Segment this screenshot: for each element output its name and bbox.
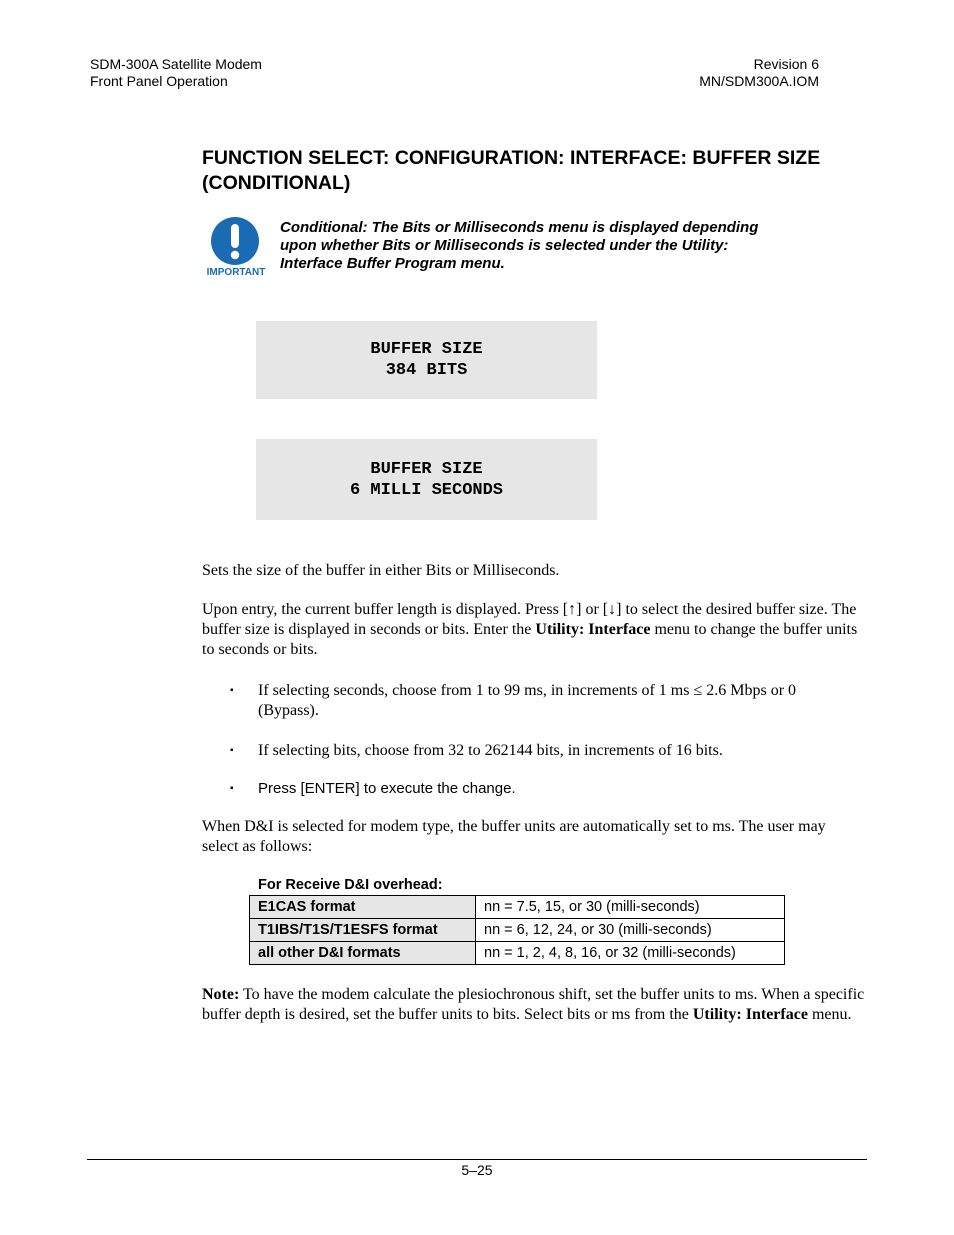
note-paragraph <box>202 985 866 1025</box>
lcd-display-bits <box>256 321 597 399</box>
lcd-line2: 6 MILLI SECONDS <box>349 480 504 500</box>
section-title-line2: (CONDITIONAL) <box>202 172 351 194</box>
description-paragraph: Sets the size of the buffer in either Bits or Milliseconds. <box>202 562 560 579</box>
lcd-line1: BUFFER SIZE <box>370 459 483 479</box>
list-item <box>230 741 850 761</box>
important-note-line2: upon whether Bits or Milliseconds is selected under the Utility: <box>280 237 729 254</box>
list-item <box>230 681 850 721</box>
table-cell-value: nn = 6, 12, 24, or 30 (milli-seconds) <box>476 919 785 942</box>
table-cell-format: E1CAS format <box>250 896 476 919</box>
table-cell-format: all other D&I formats <box>250 942 476 965</box>
entry-text-part2: menu to change the buffer units to seconds or bits. <box>202 621 858 658</box>
table-row <box>250 919 785 942</box>
entry-text-part1: Upon entry, the current buffer length is displayed. Press [↑] or [↓] to select the desired buffer size. The buffer size is displayed in seconds or bits. Enter the <box>202 601 857 638</box>
table-row <box>250 942 785 965</box>
di-overhead-table <box>249 895 785 965</box>
lcd-line1: BUFFER SIZE <box>370 340 483 359</box>
important-icon-label: IMPORTANT <box>206 267 266 278</box>
list-item <box>230 779 850 799</box>
header-chapter: Front Panel Operation <box>90 73 228 89</box>
note-label: Note: <box>202 986 240 1003</box>
section-title-line1: FUNCTION SELECT: CONFIGURATION: INTERFACE: BUFFER SIZE <box>202 147 821 169</box>
note-text-part1: To have the modem calculate the plesiochronous shift, set the buffer units to ms. When a specific buffer depth is desired, set the buffer units to bits. Select bits or ms from the <box>202 986 865 1023</box>
list-item-text: If selecting seconds, choose from 1 to 99 ms, in increments of 1 ms ≤ 2.6 Mbps or 0 (Bypass). <box>258 682 797 719</box>
entry-paragraph <box>202 600 866 660</box>
important-note <box>280 219 800 273</box>
table-cell-value: nn = 7.5, 15, or 30 (milli-seconds) <box>476 896 785 919</box>
page-header-left <box>90 56 262 90</box>
header-manual-id: MN/SDM300A.IOM <box>699 73 819 89</box>
note-text-part2: menu. <box>807 1006 852 1023</box>
footer-rule <box>87 1159 867 1160</box>
bullet-marker: ▪ <box>230 783 234 794</box>
bullet-marker: ▪ <box>230 745 234 756</box>
important-exclamation-icon <box>204 216 268 278</box>
table-cell-format: T1IBS/T1S/T1ESFS format <box>250 919 476 942</box>
header-revision: Revision 6 <box>753 56 819 72</box>
list-item-text: If selecting bits, choose from 32 to 262144 bits, in increments of 16 bits. <box>258 742 723 759</box>
table-caption: For Receive D&I overhead: <box>258 877 443 893</box>
table-row <box>250 896 785 919</box>
header-product: SDM-300A Satellite Modem <box>90 56 262 72</box>
bullet-marker: ▪ <box>230 685 234 696</box>
important-note-line3: Interface Buffer Program menu. <box>280 255 505 272</box>
lcd-display-milliseconds <box>256 439 597 520</box>
utility-interface-menu-ref: Utility: Interface <box>692 1006 808 1023</box>
list-item-text: Press [ENTER] to execute the change. <box>258 780 516 797</box>
page-number: 5–25 <box>461 1162 493 1178</box>
section-title <box>202 146 862 196</box>
utility-interface-menu-ref: Utility: Interface <box>535 621 651 638</box>
page-header-right <box>699 56 819 90</box>
lcd-line2: 384 BITS <box>385 361 468 380</box>
important-note-line1: Conditional: The Bits or Milliseconds menu is displayed depending <box>280 219 759 236</box>
table-cell-value: nn = 1, 2, 4, 8, 16, or 32 (milli-seconds) <box>476 942 785 965</box>
di-paragraph: When D&I is selected for modem type, the buffer units are automatically set to ms. The user may select as follows: <box>202 818 826 855</box>
